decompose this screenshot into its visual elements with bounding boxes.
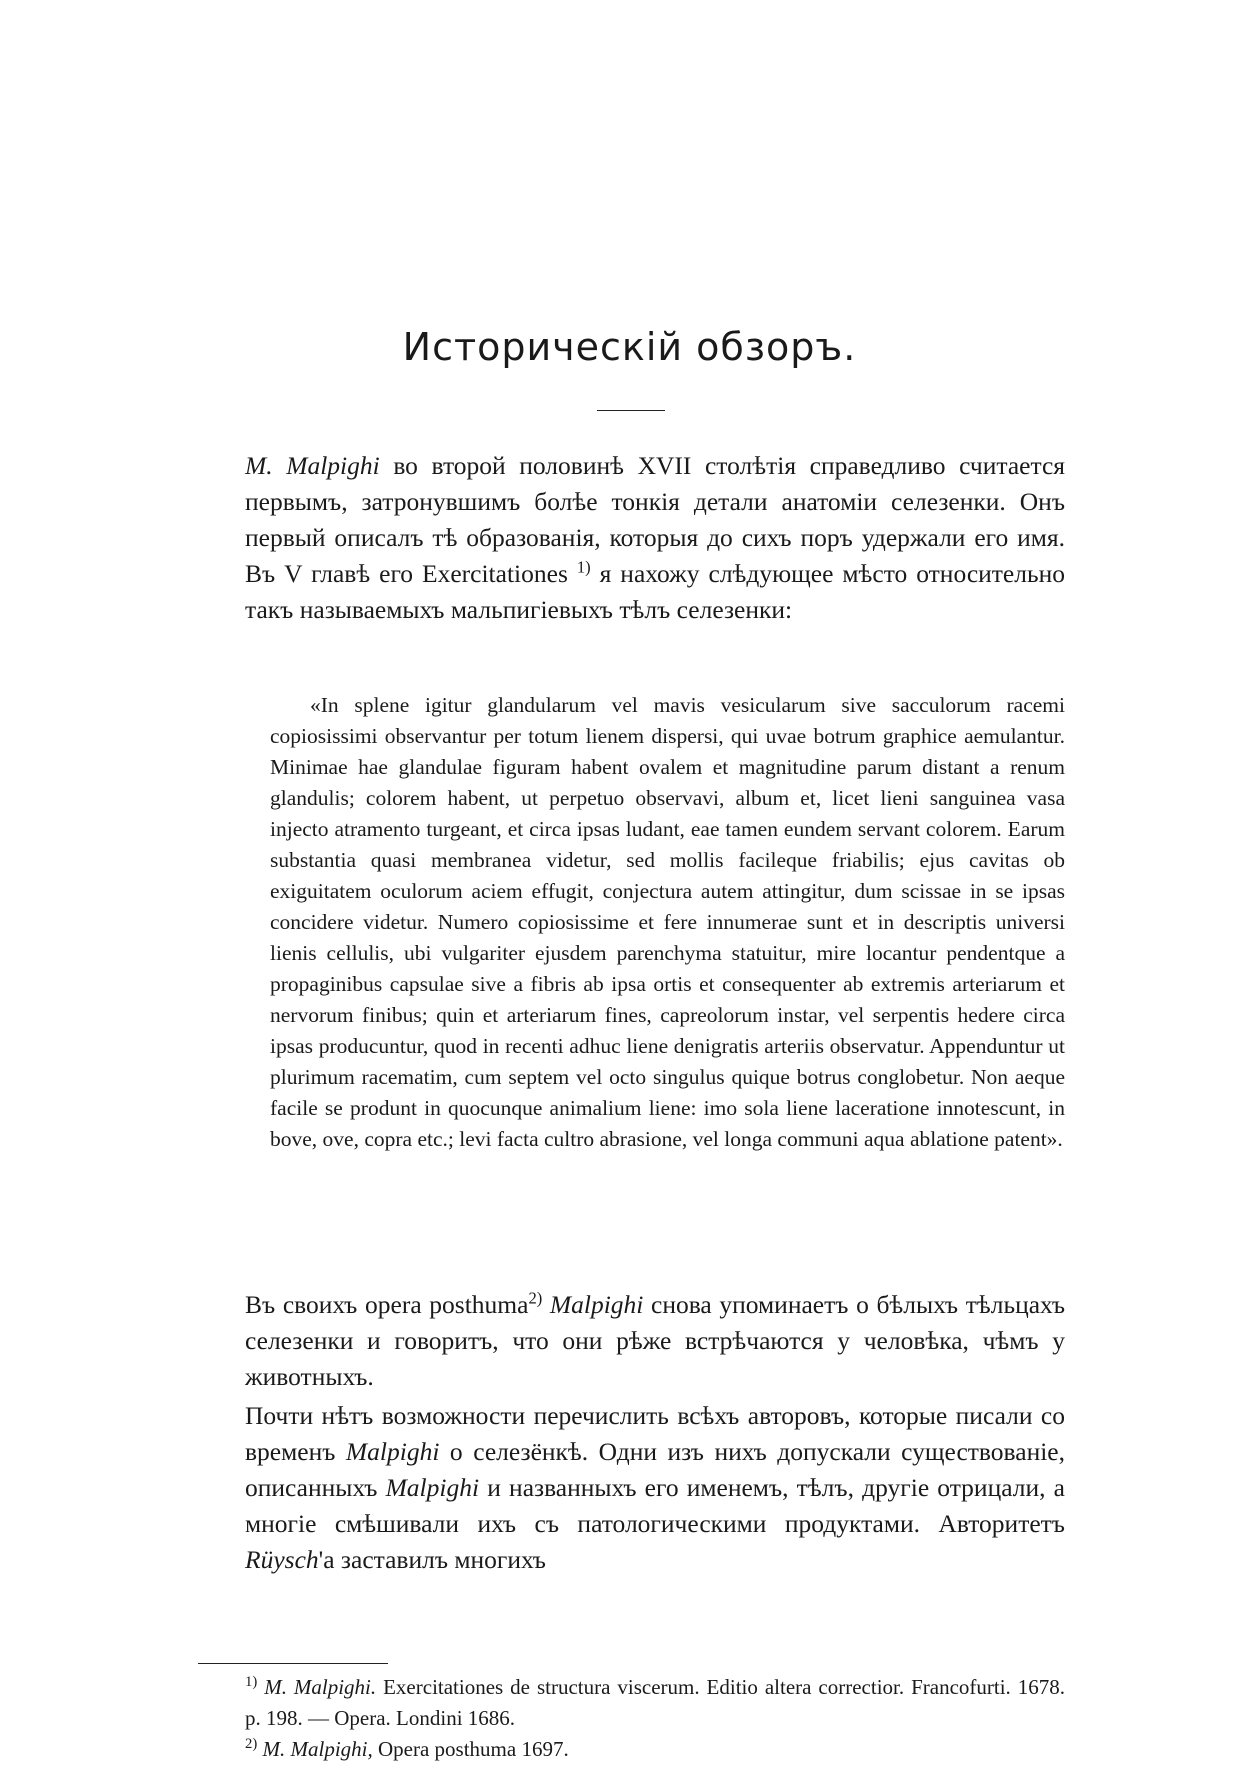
footnote-author: M. Malpighi. xyxy=(264,1675,377,1699)
paragraph-3 xyxy=(245,1398,1065,1578)
latin-quotation xyxy=(270,690,1065,1155)
paragraph-text: во второй половинѣ XVII столѣтія справедливо считается первымъ, затронувшимъ болѣе тонкія детали анатоміи селезенки. Онъ первый описалъ тѣ образованія, которыя до сихъ поръ удержали его имя. Въ V главѣ его Exercitationes xyxy=(245,451,1065,588)
page-title: Историческій обзоръ. xyxy=(402,325,857,369)
paragraph-1 xyxy=(245,448,1065,628)
quotation-text: «In splene igitur glandularum vel mavis vesicularum sive sacculorum racemi copiosissimi observantur per totum lienem dispersi, qui uvae botrum graphice aemulantur. Minimae hae glandulae figuram habent ovalem et magnitudine parum distant a renum glandulis; colorem habent, ut perpetuo observavi, album et, licet lieni sanguinea vasa injecto atramento turgeant, et circa ipsas ludant, eae tamen eundem servant colorem. Earum substantia quasi membranea videtur, sed mollis facileque friabilis; ejus cavitas ob exiguitatem oculorum aciem effugit, conjectura autem attingitur, dum scissae in se ipsas concidere videtur. Numero copiosissime et fere innumerae sunt et in descriptis universi lienis cellulis, ubi vulgariter ejusdem parenchyma statuitur, mire locantur pendentque a propaginibus capsulae sive a fibris ab ipsa ortis et consequenter ab extremis arteriarum et nervorum finibus; quin et arteriarum fines, capreolorum instar, vel serpentis hedere circa ipsas producuntur, quod in recenti adhuc liene denigratis arteriis observatur. Appenduntur ut plurimum racematim, cum septem vel octo singulus quique botrus conglobetur. Non aeque facile se produnt in quocunque animalium liene: imo sola liene laceratione innotescunt, in bove, ove, copra etc.; levi facta cultro abrasione, vel longa communi aqua ablatione patent». xyxy=(270,693,1065,1151)
paragraph-text: Въ своихъ opera posthuma xyxy=(245,1290,529,1319)
footnote-ref-1[interactable]: 1) xyxy=(576,557,591,577)
footnotes xyxy=(245,1672,1065,1765)
paragraph-text: о селезёнкѣ. Одни изъ нихъ допускали существованіе, описанныхъ xyxy=(245,1437,1065,1502)
spacer-text xyxy=(542,1290,550,1319)
footnote-divider xyxy=(198,1663,388,1664)
footnote-author: M. Malpighi, xyxy=(262,1737,373,1761)
footnote-text: Exercitationes de structura viscerum. Editio altera correctior. Francofurti. 1678. p. 198. — Opera. Londini 1686. xyxy=(245,1675,1065,1730)
footnote-2 xyxy=(245,1734,1065,1765)
author-name: M. Malpighi xyxy=(245,451,380,480)
author-name: Rüysch xyxy=(245,1545,319,1574)
paragraph-text: я нахожу слѣдующее мѣсто относительно такъ называемыхъ мальпигіевыхъ тѣлъ селезенки: xyxy=(245,559,1065,624)
footnote-mark: 1) xyxy=(245,1674,258,1690)
title-divider xyxy=(597,410,665,411)
footnote-1 xyxy=(245,1672,1065,1734)
paragraph-text: снова упоминаетъ о бѣлыхъ тѣльцахъ селезенки и говоритъ, что они рѣже встрѣчаются у человѣка, чѣмъ у животныхъ. xyxy=(245,1290,1066,1391)
paragraph-2 xyxy=(245,1287,1065,1395)
author-name: Malpighi xyxy=(345,1437,440,1466)
author-name: Malpighi xyxy=(549,1290,644,1319)
paragraph-text: Почти нѣтъ возможности перечислить всѣхъ авторовъ, которые писали со временъ xyxy=(245,1401,1065,1466)
author-name: Malpighi xyxy=(385,1473,480,1502)
paragraph-text: 'а заставилъ многихъ xyxy=(318,1545,546,1574)
footnote-ref-2[interactable]: 2) xyxy=(528,1288,543,1308)
paragraph-text: и названныхъ его именемъ, тѣлъ, другіе отрицали, а многіе смѣшивали ихъ съ патологическими продуктами. Авторитетъ xyxy=(245,1473,1065,1538)
footnote-text: Opera posthuma 1697. xyxy=(372,1737,569,1761)
footnote-mark: 2) xyxy=(245,1736,258,1752)
